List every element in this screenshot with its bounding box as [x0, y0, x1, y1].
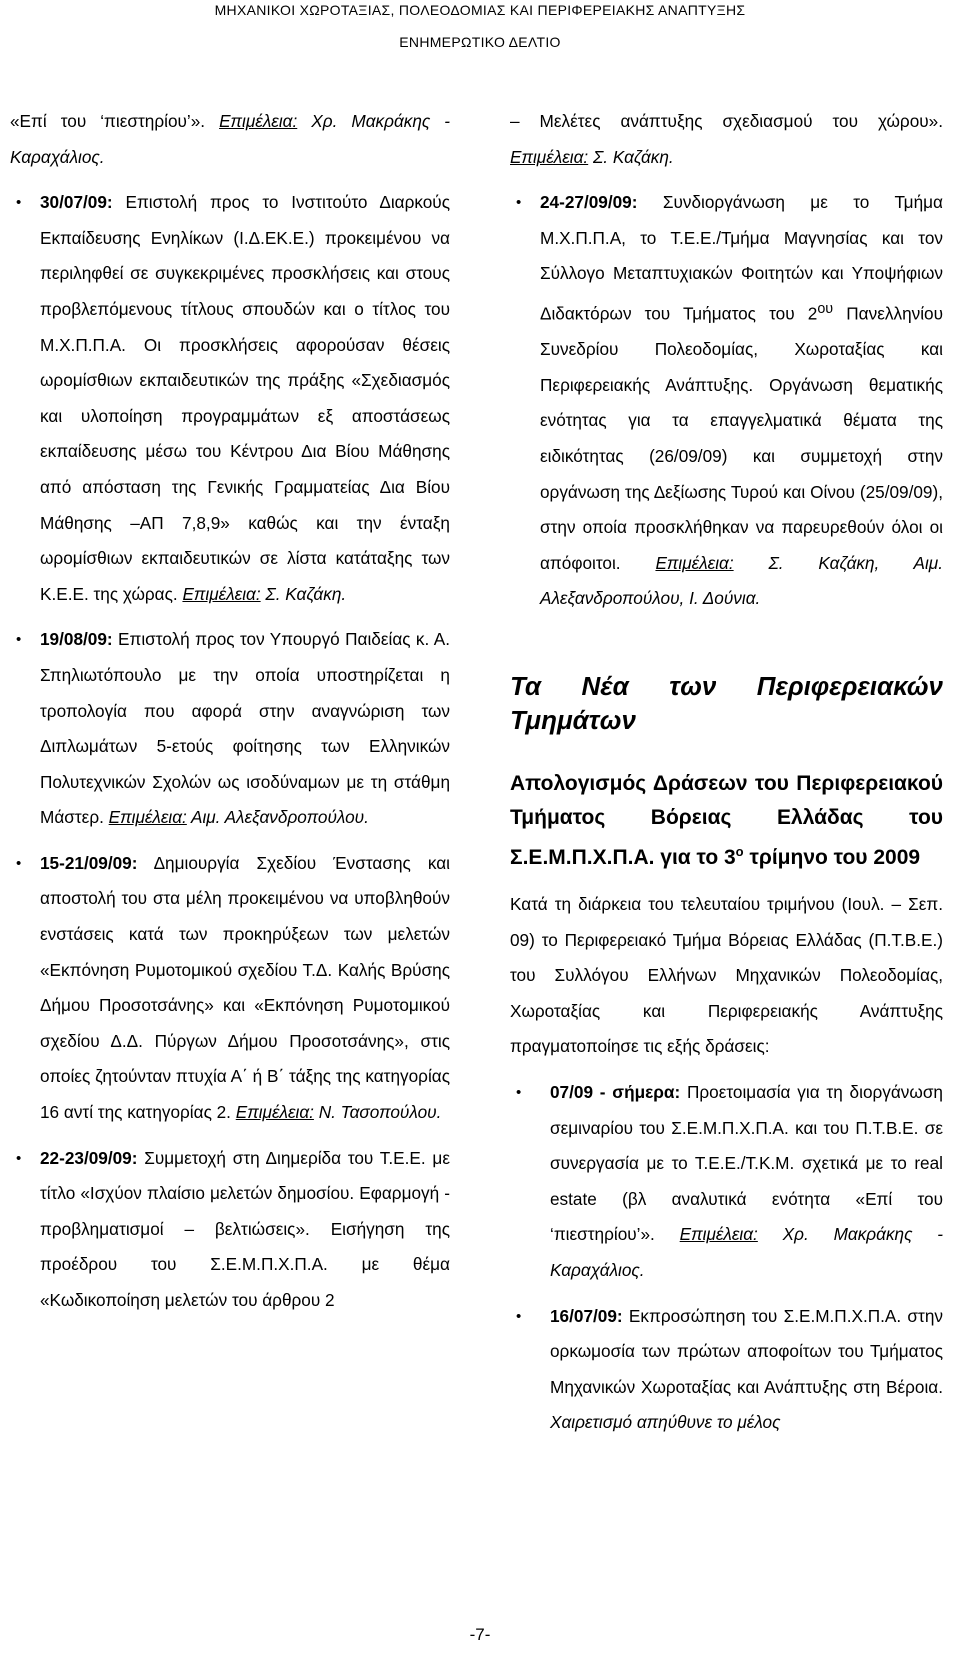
page-number: -7- [469, 1625, 491, 1644]
item-date: 16/07/09: [550, 1305, 623, 1326]
credit-name: Χρ. Μακράκης - Καραχάλιος. [550, 1224, 943, 1280]
item-date: 30/07/09: [40, 192, 113, 213]
list-item [10, 185, 450, 612]
credit-label: Επιμέλεια: [219, 111, 298, 131]
item-text-cont: Πανελληνίου Συνεδρίου Πολεοδομίας, Χωροταξίας και Περιφερειακής Ανάπτυξης. Οργάνωση θεματικής ενότητας για τα επαγγελματικά θέματα της ειδικότητας (26/09/09) και συμμετοχή στην οργάνωση της Δεξίωσης Τυρού και Οίνου (25/09/09), στην οποία προσκλήθηκαν να παρευρεθούν όλοι οι απόφοιτοι. [540, 303, 943, 573]
running-header-title: ΜΗΧΑΝΙΚΟΙ ΧΩΡΟΤΑΞΙΑΣ, ΠΟΛΕΟΔΟΜΙΑΣ ΚΑΙ ΠΕΡΙΦΕΡΕΙΑΚΗΣ ΑΝΑΠΤΥΞΗΣ [214, 2, 746, 18]
credit-label: Επιμέλεια: [679, 1224, 758, 1245]
item-text: Συμμετοχή στη Διημερίδα του Τ.Ε.Ε. με τίτλο «Ισχύον πλαίσιο μελετών δημοσίου. Εφαρμογή - προβληματισμοί – βελτιώσεις». Εισήγηση της προέδρου του Σ.Ε.Μ.Π.Χ.Π.Α. με θέμα «Κωδικοποίηση μελετών του άρθρου 2 [40, 1147, 450, 1310]
list-item [510, 185, 943, 617]
credit-name: Αιμ. Αλεξανδροπούλου. [186, 807, 369, 828]
activity-list [10, 185, 450, 1318]
list-item [10, 622, 450, 836]
regional-activity-list [510, 1075, 943, 1441]
item-text: Επιστολή προς τον Υπουργό Παιδείας κ. Α. Σπηλιωτόπουλο με την οποία υποστηρίζεται η τροπολογία που αφορά στην αναγνώριση των Διπλωμάτων 5-ετούς φοίτησης των Ελληνικών Πολυτεχνικών Σχολών ως ισοδύναμων με τη στάθμη Μάστερ. [40, 629, 450, 828]
credit-label: Επιμέλεια: [108, 807, 187, 828]
credit-label: Επιμέλεια: [235, 1102, 314, 1123]
credit-name: Σ. Καζάκη, Αιμ. Αλεξανδροπούλου, Ι. Δούνια. [540, 552, 943, 609]
continued-paragraph: – Μελέτες ανάπτυξης σχεδιασμού του χώρου». Επιμέλεια: Σ. Καζάκη. [510, 111, 943, 167]
credit-name: Χρ. Μακράκης - Καραχάλιος. [10, 111, 450, 167]
subsection-title: Απολογισμός Δράσεων του Περιφερειακού Τμήματος Βόρειας Ελλάδας του Σ.Ε.Μ.Π.Χ.Π.Α. για το $3^o$ τρίμηνο του 2009 [510, 772, 943, 870]
credit-label: Επιμέλεια: [655, 552, 734, 573]
list-item [510, 1075, 943, 1289]
intro-paragraph: Κατά τη διάρκεια του τελευταίου τριμήνου (Ιουλ. – Σεπ. 09) το Περιφερειακό Τμήμα Βόρειας Ελλάδας (Π.Τ.Β.Ε.) του Συλλόγου Ελλήνων Μηχανικών Πολεοδομίας, Χωροταξίας και Περιφερειακής Ανάπτυξης πραγματοποίησε τις εξής δράσεις: [510, 894, 943, 1057]
item-text: Συνδιοργάνωση με το Τμήμα Μ.Χ.Π.Π.Α, το Τ.Ε.Ε./Τμήμα Μαγνησίας και τον Σύλλογο Μεταπτυχιακών Φοιτητών και Υποψήφιων Διδακτόρων του Τμήματος του 2 [540, 192, 943, 324]
item-text: Επιστολή προς το Ινστιτούτο Διαρκούς Εκπαίδευσης Ενηλίκων (Ι.Δ.ΕΚ.Ε.) προκειμένου να περιληφθεί σε συγκεκριμένες προσκλήσεις και στους προβλεπόμενους τίτλους σπουδών και ο τίτλος του Μ.Χ.Π.Π.Α. Οι προσκλήσεις αφορούσαν θέσεις ωρομίσθιων εκπαιδευτικών της πράξης «Σχεδιασμός και υλοποίηση προγραμμάτων εξ αποστάσεως εκπαίδευσης μέσω του Κέντρου Δια Βίου Μάθησης από απόσταση της Γενικής Γραμματείας Δια Βίου Μάθησης –ΑΠ 7,8,9» καθώς και την ένταξη ωρομίσθιων εκπαιδευτικών σε λίστα κατάταξης των Κ.Ε.Ε. της χώρας. [40, 192, 450, 604]
item-date: 19/08/09: [40, 629, 113, 650]
activity-list [510, 185, 943, 617]
superscript: ου [817, 300, 834, 317]
item-date: 22-23/09/09: [40, 1147, 138, 1168]
credit-name: Ν. Τασοπούλου. [313, 1102, 442, 1123]
item-date: 07/09 - σήμερα: [550, 1082, 681, 1103]
running-header-subtitle: ΕΝΗΜΕΡΩΤΙΚΟ ΔΕΛΤΙΟ [399, 34, 561, 50]
list-item [510, 1299, 943, 1441]
item-text: Δημιουργία Σχεδίου Ένστασης και αποστολή του στα μέλη προκειμένου να υποβληθούν ενστάσεις κατά των προκηρύξεων των μελετών «Εκπόνηση Ρυμοτομικού σχεδίου Τ.Δ. Καλής Βρύσης Δήμου Προσοτσάνης» και «Εκπόνηση Ρυμοτομικού σχεδίου Δ.Δ. Πύργων Δήμου Προσοτσάνης», στις οποίες ζητούνταν πτυχία Α΄ ή Β΄ τάξης της κατηγορίας 16 αντί της κατηγορίας 2. [40, 852, 450, 1123]
credit-name: Σ. Καζάκη. [260, 583, 347, 604]
credit-label: Επιμέλεια: [510, 146, 589, 167]
superscript: ο [735, 844, 744, 860]
item-text-italic: Χαιρετισμό απηύθυνε το μέλος [550, 1412, 781, 1433]
right-column [510, 104, 943, 1441]
item-date: 15-21/09/09: [40, 852, 138, 873]
credit-name: Σ. Καζάκη. [588, 146, 674, 167]
continued-paragraph: «Επί του ‘πιεστηρίου’». Επιμέλεια: Χρ. Μακράκης - Καραχάλιος. [10, 111, 450, 167]
item-date: 24-27/09/09: [540, 192, 638, 213]
list-item [10, 1141, 450, 1319]
list-item [10, 846, 450, 1131]
item-text: Εκπροσώπηση του Σ.Ε.Μ.Π.Χ.Π.Α. στην ορκωμοσία των πρώτων αποφοίτων του Τμήματος Μηχανικών Χωροταξίας και Ανάπτυξης στη Βέροια. [550, 1305, 943, 1397]
item-text: Προετοιμασία για τη διοργάνωση σεμιναρίου του Σ.Ε.Μ.Π.Χ.Π.Α. και του Π.Τ.Β.Ε. σε συνεργασία με το Τ.Ε.Ε./Τ.Κ.Μ. σχετικά με το real estate (βλ αναλυτικά ενότητα «Επί του ‘πιεστηρίου’». [550, 1082, 943, 1245]
section-title: Τα Νέα των Περιφερειακών Τμημάτων [510, 671, 943, 736]
credit-label: Επιμέλεια: [182, 583, 261, 604]
left-column [10, 104, 450, 1319]
